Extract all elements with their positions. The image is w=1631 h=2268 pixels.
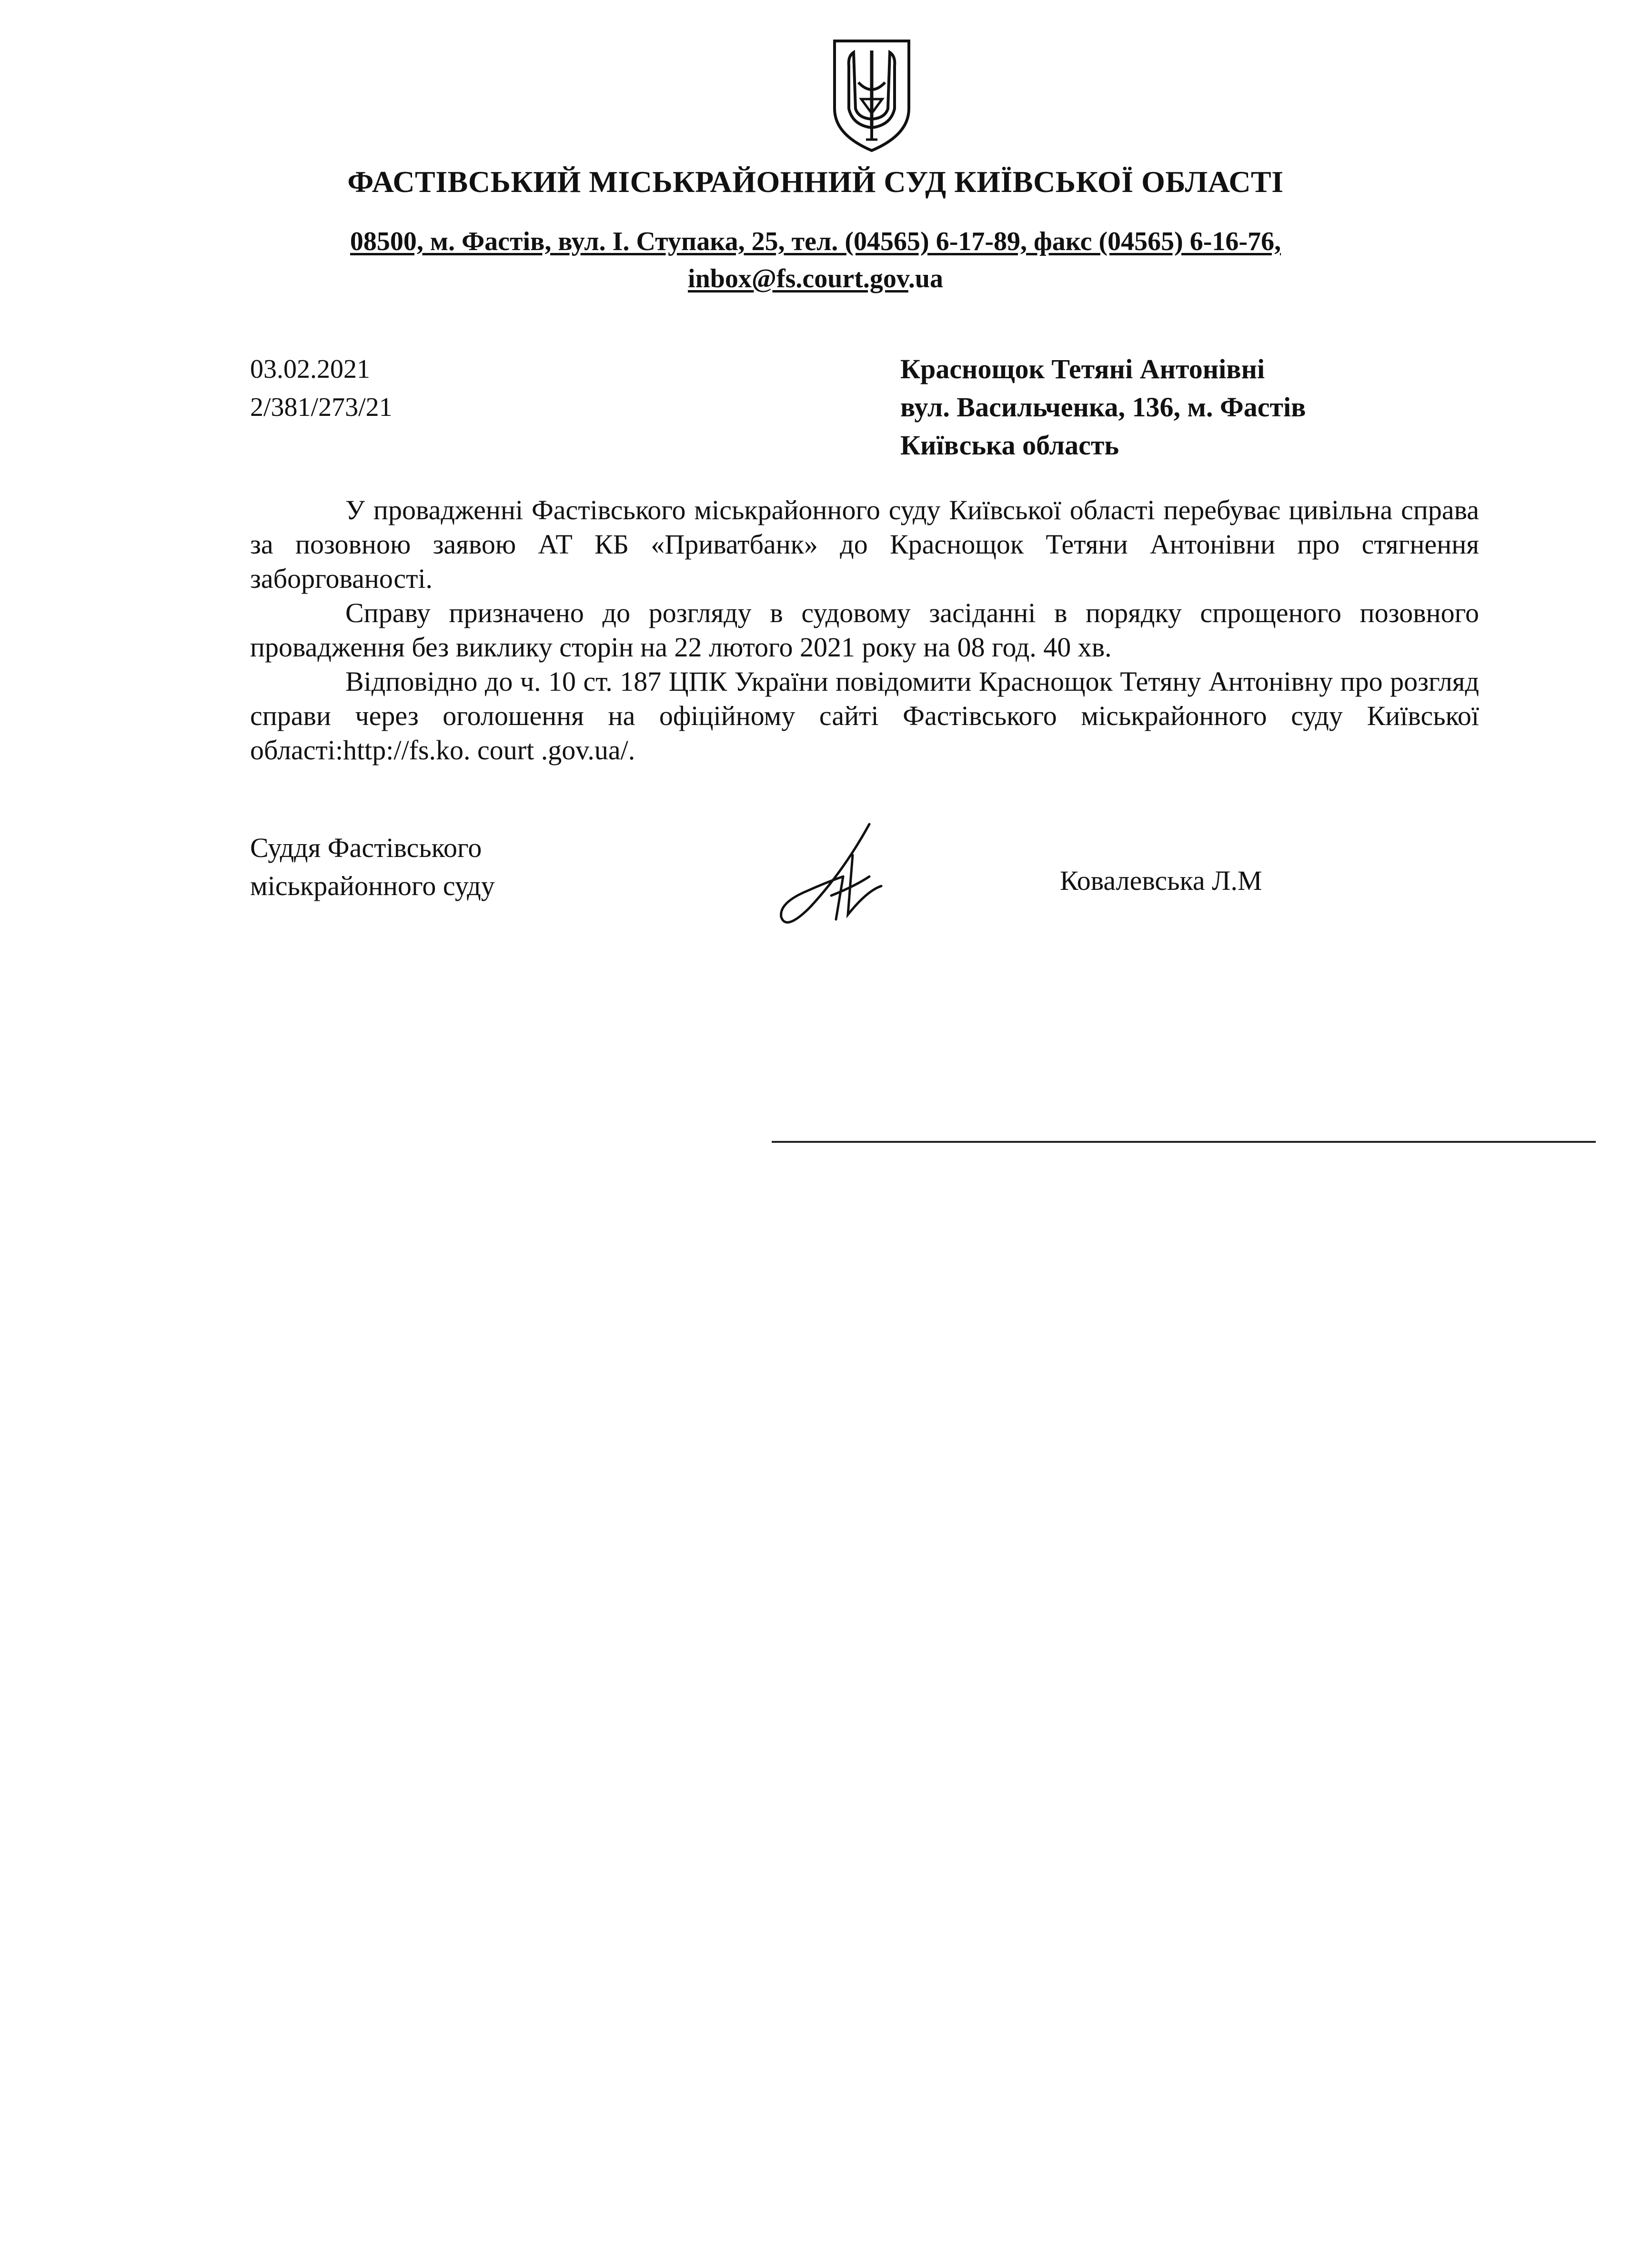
recipient-block xyxy=(900,350,1306,464)
court-email-suffix: .ua xyxy=(908,264,943,293)
document-meta xyxy=(250,350,393,426)
footer-divider xyxy=(772,1141,1596,1143)
judge-title xyxy=(250,829,495,905)
document-date: 03.02.2021 xyxy=(250,354,370,384)
court-email-main: inbox@fs.court.gov xyxy=(688,264,908,293)
recipient-street: вул. Васильченка, 136, м. Фастів xyxy=(900,392,1306,423)
document-reference: 2/381/273/21 xyxy=(250,393,393,422)
recipient-region: Київська область xyxy=(900,430,1119,461)
court-email xyxy=(0,263,1631,294)
coat-of-arms-icon xyxy=(824,37,919,154)
court-name: ФАСТІВСЬКИЙ МІСЬКРАЙОННИЙ СУД КИЇВСЬКОЇ ОБЛАСТІ xyxy=(347,165,1284,199)
recipient-name: Краснощок Тетяні Антонівні xyxy=(900,353,1265,384)
judge-name: Ковалевська Л.М xyxy=(1060,865,1262,896)
judge-title-line: міськрайонного суду xyxy=(250,870,495,901)
body-paragraph: Справу призначено до розгляду в судовому засіданні в порядку спрощеного позовного провадження без виклику сторін на 22 лютого 2021 року на 08 год. 40 хв. xyxy=(250,597,1479,663)
body-paragraph: У провадженні Фастівського міськрайонного суду Київської області перебуває цивільна справа за позовною заявою АТ КБ «Приватбанк» до Краснощок Тетяни Антонівни про стягнення заборгованості. xyxy=(250,494,1479,594)
court-address: 08500, м. Фастів, вул. І. Ступака, 25, тел. (04565) 6-17-89, факс (04565) 6-16-76, xyxy=(350,227,1281,256)
letter-body xyxy=(250,493,1479,767)
handwritten-signature xyxy=(772,819,896,934)
body-paragraph: Відповідно до ч. 10 ст. 187 ЦПК України повідомити Краснощок Тетяну Антонівну про розгляд справи через оголошення на офіційному сайті Фастівського міськрайонного суду Київської області:http://fs.ko. court .gov.ua/. xyxy=(250,666,1479,766)
judge-title-line: Суддя Фастівського xyxy=(250,832,482,863)
